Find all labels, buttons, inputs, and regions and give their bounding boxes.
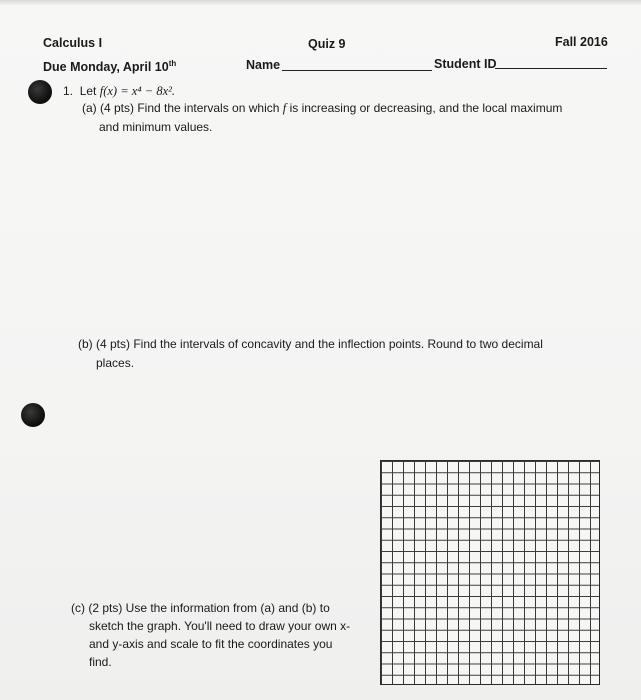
binder-hole-middle	[21, 403, 45, 427]
part-c-line-2: sketch the graph. You'll need to draw your own x-	[89, 619, 351, 633]
part-a-function-symbol: f	[282, 101, 287, 115]
part-c-line-3: and y-axis and scale to fit the coordinates you	[89, 637, 333, 651]
part-a-suffix: is increasing or decreasing, and the local maximum	[289, 101, 563, 115]
question-1-function: f(x) = x⁴ − 8x².	[99, 84, 175, 98]
part-a-line-2: and minimum values.	[99, 120, 213, 134]
due-date	[43, 59, 176, 74]
binder-hole-top	[28, 80, 52, 104]
quiz-title: Quiz 9	[308, 37, 346, 51]
question-1-intro: Let	[79, 84, 97, 98]
due-date-ordinal: th	[168, 59, 177, 68]
name-blank-line[interactable]	[282, 70, 432, 71]
part-a-prefix: (a) (4 pts) Find the intervals on which	[82, 101, 280, 115]
question-1-number: 1.	[63, 84, 74, 98]
part-c-line-4: find.	[89, 655, 112, 669]
term-label: Fall 2016	[555, 35, 608, 49]
name-label: Name	[246, 58, 281, 72]
due-date-text: Due Monday, April 10	[43, 60, 169, 75]
student-id-blank-line[interactable]	[495, 68, 607, 69]
course-title: Calculus I	[43, 36, 103, 50]
part-b-line-1: (b) (4 pts) Find the intervals of concavity and the inflection points. Round to two decimal	[78, 337, 543, 351]
part-a-line-1	[82, 101, 562, 116]
graph-paper-grid[interactable]	[380, 460, 600, 685]
student-id-label: Student ID	[434, 57, 497, 71]
part-b-line-2: places.	[96, 356, 135, 370]
part-c-line-1: (c) (2 pts) Use the information from (a) and (b) to	[71, 601, 330, 615]
question-1-statement	[63, 84, 175, 99]
page-top-shadow	[0, 0, 641, 6]
